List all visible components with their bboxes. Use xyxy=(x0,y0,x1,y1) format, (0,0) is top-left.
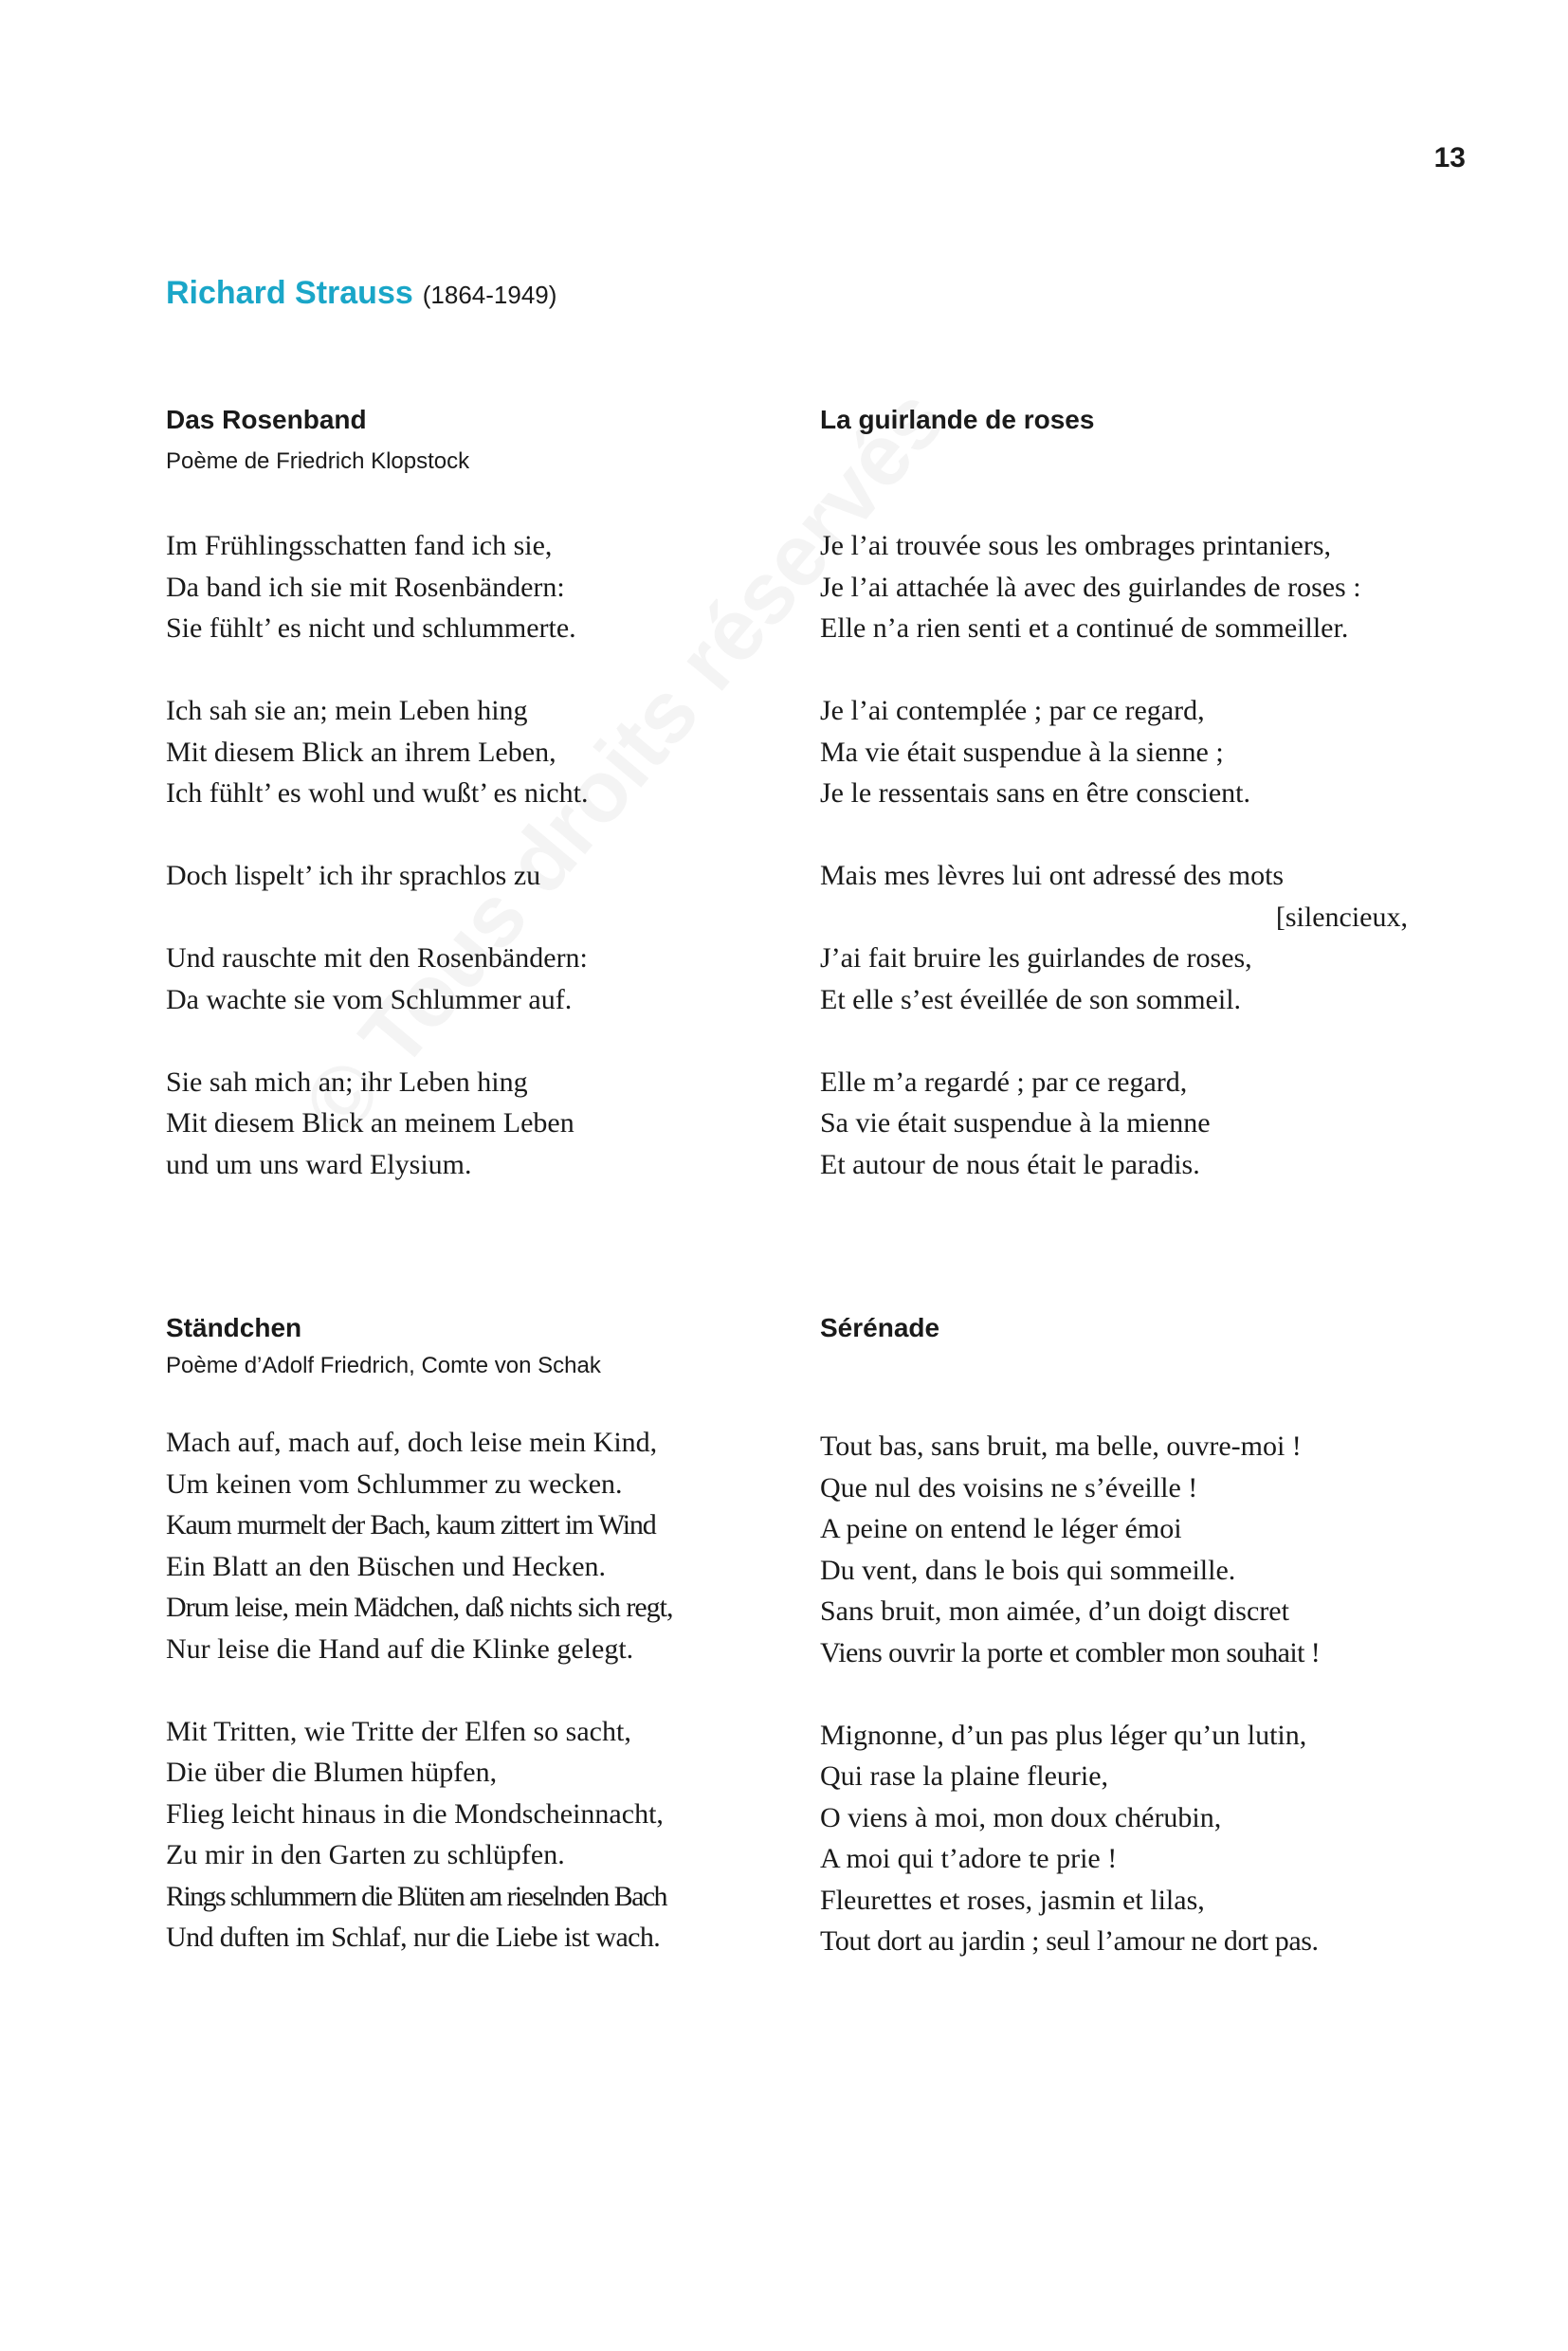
verse-line: Die über die Blumen hüpfen, xyxy=(166,1757,498,1788)
verse-line: Je le ressentais sans en être conscient. xyxy=(820,777,1250,809)
verse-line: Elle m’a regardé ; par ce regard, xyxy=(820,1066,1188,1098)
composer-name: Richard Strauss xyxy=(166,275,413,311)
song-das-rosenband xyxy=(166,402,1408,1227)
verse-line: A moi qui t’adore te prie ! xyxy=(820,1843,1118,1874)
verse-line: Drum leise, mein Mädchen, daß nichts sich regt, xyxy=(166,1592,673,1623)
verse-line: Und rauschte mit den Rosenbändern: xyxy=(166,942,588,974)
verse-line: Je l’ai attachée là avec des guirlandes de roses : xyxy=(820,571,1361,603)
verse-line: Da band ich sie mit Rosenbändern: xyxy=(166,571,565,603)
verse-line: Mais mes lèvres lui ont adressé des mots xyxy=(820,860,1285,891)
verse-line: Fleurettes et roses, jasmin et lilas, xyxy=(820,1884,1205,1916)
stanza xyxy=(820,525,1408,649)
verse-line: Im Frühlingsschatten fand ich sie, xyxy=(166,530,553,561)
verse-line: Mignonne, d’un pas plus léger qu’un lutin, xyxy=(820,1719,1307,1751)
verse-line: Elle n’a rien senti et a continué de sommeiller. xyxy=(820,612,1349,644)
verse-line: Tout dort au jardin ; seul l’amour ne dort pas. xyxy=(820,1925,1319,1957)
verse-line: Sie sah mich an; ihr Leben hing xyxy=(166,1066,528,1098)
poet-spacer xyxy=(820,1354,1408,1386)
verse-line: Je l’ai contemplée ; par ce regard, xyxy=(820,695,1205,726)
stanza xyxy=(166,690,820,814)
verse-line: Nur leise die Hand auf die Klinke gelegt. xyxy=(166,1632,634,1665)
verse-line: Da wachte sie vom Schlummer auf. xyxy=(166,983,573,1015)
verse-line-continuation: [silencieux, xyxy=(1275,901,1408,933)
song-title: Das Rosenband xyxy=(166,405,367,434)
verse-line: Qui rase la plaine fleurie, xyxy=(820,1760,1109,1792)
translation-column xyxy=(820,402,1408,1227)
verse-line: Mit Tritten, wie Tritte der Elfen so sacht, xyxy=(166,1715,631,1747)
verse-line: Mit diesem Blick an meinem Leben xyxy=(166,1107,574,1139)
verse-line: A peine on entend le léger émoi xyxy=(820,1513,1182,1544)
stanza xyxy=(166,1422,820,1669)
verse-line: J’ai fait bruire les guirlandes de roses, xyxy=(820,942,1252,974)
song-title: Ständchen xyxy=(166,1313,302,1342)
verse-line: und um uns ward Elysium. xyxy=(166,1148,472,1180)
verse-line: Sa vie était suspendue à la mienne xyxy=(820,1107,1211,1139)
verse-line: Flieg leicht hinaus in die Mondscheinnacht, xyxy=(166,1797,664,1830)
stanza xyxy=(166,525,820,649)
poet-credit: Poème d’Adolf Friedrich, Comte von Schak xyxy=(166,1353,601,1378)
verse-line: Kaum murmelt der Bach, kaum zittert im Wind xyxy=(166,1509,656,1540)
verse-line: Du vent, dans le bois qui sommeille. xyxy=(820,1554,1236,1586)
poet-spacer xyxy=(820,446,1408,478)
verse-line: Zu mir in den Garten zu schlüpfen. xyxy=(166,1839,565,1870)
stanza xyxy=(820,690,1408,814)
verse-line: Rings schlummern die Blüten am rieselnden Bach xyxy=(166,1880,666,1912)
stanza xyxy=(166,1062,820,1186)
verse-line: Viens ouvrir la porte et combler mon souhait ! xyxy=(820,1636,1321,1668)
verse-line: Ich fühlt’ es wohl und wußt’ es nicht. xyxy=(166,777,589,809)
verse-line: Sie fühlt’ es nicht und schlummerte. xyxy=(166,612,576,644)
composer-heading xyxy=(166,275,556,312)
stanza xyxy=(166,855,820,897)
verse-line: Mit diesem Blick an ihrem Leben, xyxy=(166,736,556,768)
original-text-column xyxy=(166,1310,820,2003)
stanzas xyxy=(820,1426,1408,1962)
verse-line: Que nul des voisins ne s’éveille ! xyxy=(820,1471,1198,1504)
stanza xyxy=(820,855,1408,1020)
poet-credit: Poème de Friedrich Klopstock xyxy=(166,448,470,474)
stanza xyxy=(166,938,820,1020)
verse-line: O viens à moi, mon doux chérubin, xyxy=(820,1801,1222,1833)
song-staendchen xyxy=(166,1310,1408,2003)
verse-line: Mach auf, mach auf, doch leise mein Kind, xyxy=(166,1427,658,1458)
verse-line: Sans bruit, mon aimée, d’un doigt discret xyxy=(820,1595,1289,1627)
verse-line: Je l’ai trouvée sous les ombrages printaniers, xyxy=(820,530,1332,561)
verse-line: Ein Blatt an den Büschen und Hecken. xyxy=(166,1550,607,1582)
translation-title: La guirlande de roses xyxy=(820,405,1095,434)
verse-line: Doch lispelt’ ich ihr sprachlos zu xyxy=(166,860,541,891)
stanzas xyxy=(166,525,820,1185)
stanza xyxy=(820,1426,1408,1673)
verse-line: Et autour de nous était le paradis. xyxy=(820,1148,1200,1180)
verse-line: Et elle s’est éveillée de son sommeil. xyxy=(820,983,1242,1015)
original-text-column xyxy=(166,402,820,1227)
verse-line: Ma vie était suspendue à la sienne ; xyxy=(820,736,1224,768)
verse-line: Ich sah sie an; mein Leben hing xyxy=(166,695,528,726)
verse-line: Um keinen vom Schlummer zu wecken. xyxy=(166,1467,623,1500)
page-number: 13 xyxy=(1433,142,1466,173)
translation-column xyxy=(820,1310,1408,2003)
stanzas xyxy=(166,1422,820,1959)
stanza xyxy=(166,1711,820,1959)
stanza xyxy=(820,1715,1408,1962)
verse-line: Und duften im Schlaf, nur die Liebe ist wach. xyxy=(166,1922,661,1953)
translation-title: Sérénade xyxy=(820,1313,940,1342)
composer-dates: (1864-1949) xyxy=(422,281,557,309)
stanzas xyxy=(820,525,1408,1185)
verse-line: Tout bas, sans bruit, ma belle, ouvre-moi ! xyxy=(820,1431,1302,1462)
stanza xyxy=(820,1062,1408,1186)
